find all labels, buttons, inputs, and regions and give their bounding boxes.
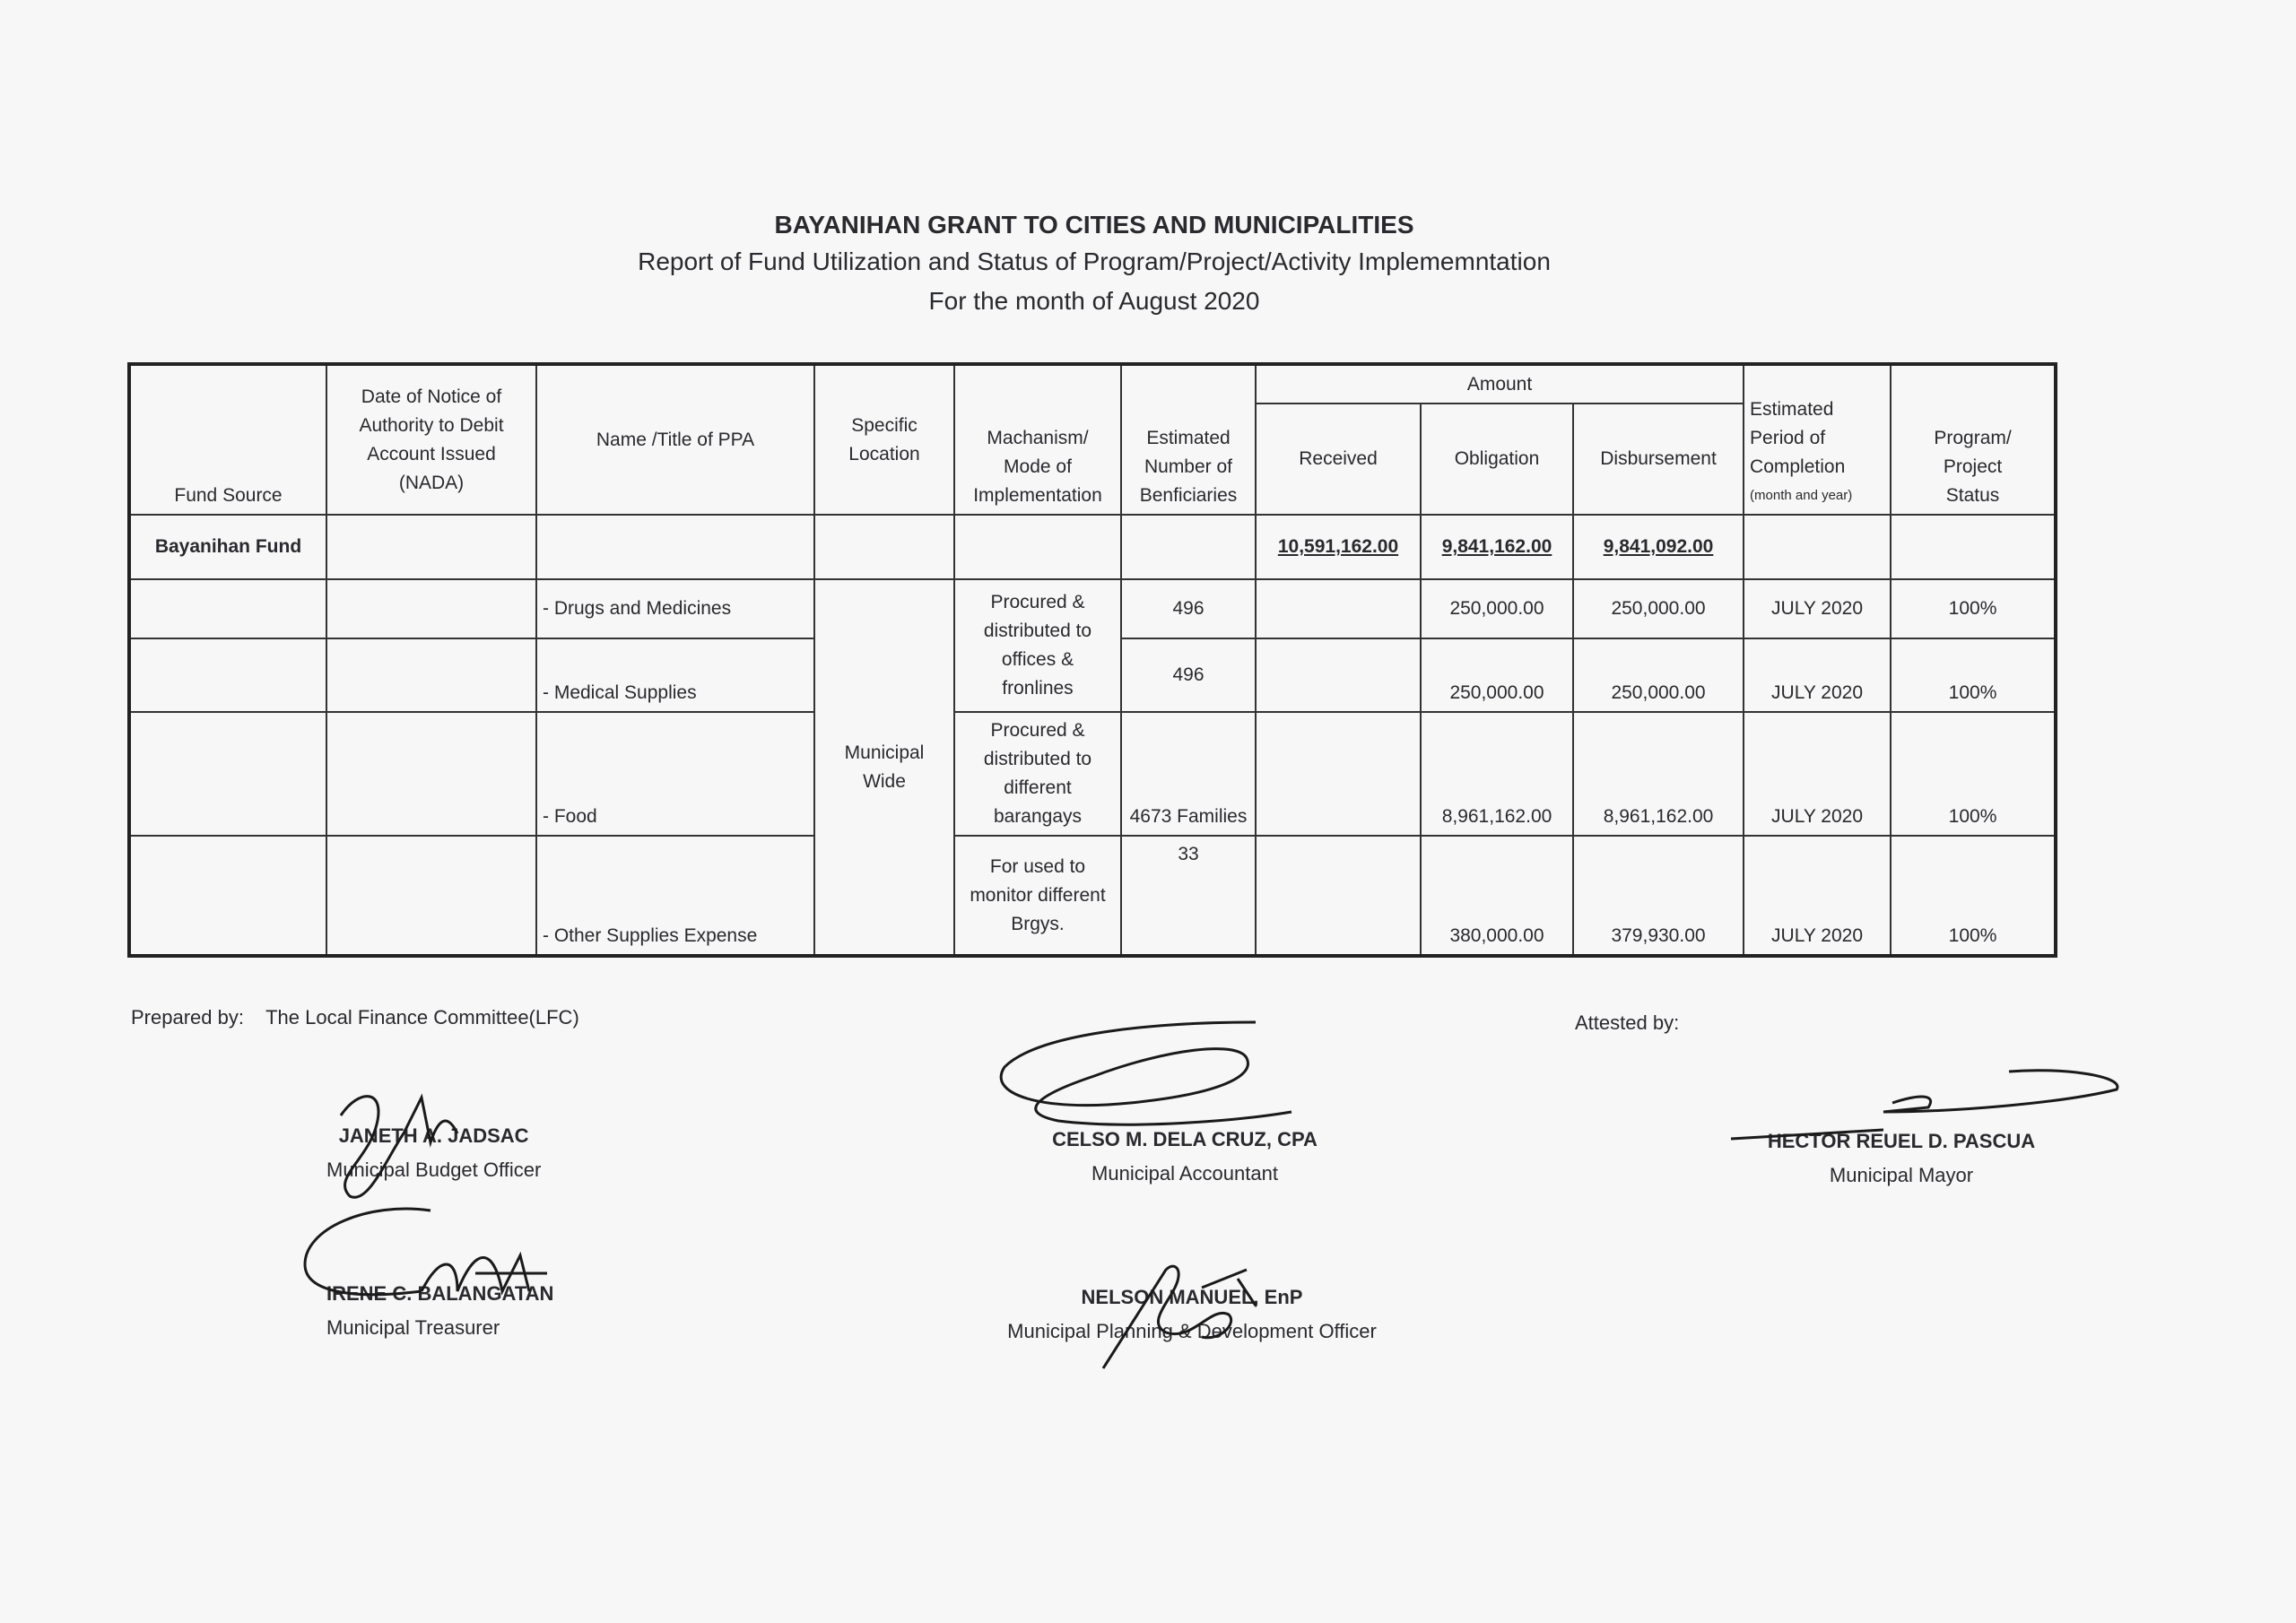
planning-officer-signatory: NELSON MANUEL, EnP Municipal Planning & Development Officer: [1007, 1286, 1377, 1342]
budget-officer-signatory: JANETH A. JADSAC Municipal Budget Officer: [326, 1124, 542, 1181]
signature-delacruz-icon: [987, 1013, 1309, 1139]
fund-source-cell: Bayanihan Fund: [129, 515, 326, 579]
prepared-by: Prepared by: The Local Finance Committee(LFC): [131, 1006, 579, 1028]
mechanism-cell: Procured & distributed to offices & fronlines: [954, 579, 1121, 712]
col-disbursement: Disbursement: [1573, 404, 1744, 515]
col-mechanism: Machanism/ Mode of Implementation: [954, 364, 1121, 515]
col-received: Received: [1256, 404, 1421, 515]
treasurer-signatory: IRENE C. BALANGATAN Municipal Treasurer: [326, 1282, 554, 1339]
report-subtitle: Report of Fund Utilization and Status of Program/Project/Activity Implememntation: [638, 247, 1551, 275]
table-row: - Medical Supplies 496 250,000.00 250,000.00 JULY 2020 100%: [129, 638, 2056, 712]
report-header: [0, 208, 2188, 321]
table-row: - Drugs and Medicines Municipal Wide Procured & distributed to offices & fronlines 496 250,000.00 250,000.00 JULY 2020 100%: [129, 579, 2056, 638]
signature-jadsac-icon: [323, 1080, 466, 1205]
report-period: For the month of August 2020: [928, 287, 1260, 315]
col-fund-source: Fund Source: [129, 364, 326, 515]
col-status: Program/ Project Status: [1891, 364, 2056, 515]
signature-balangatan-icon: [296, 1202, 556, 1309]
col-location: Specific Location: [814, 364, 954, 515]
col-date-notice: Date of Notice of Authority to Debit Account Issued (NADA): [326, 364, 536, 515]
table-row: - Other Supplies Expense For used to monitor different Brgys. 33 380,000.00 379,930.00 JULY 2020 100%: [129, 836, 2056, 956]
signature-manuel-icon: [1094, 1252, 1274, 1374]
signature-pascua-icon: [1722, 1058, 2135, 1148]
col-beneficiaries: Estimated Number of Benficiaries: [1121, 364, 1256, 515]
col-amount: Amount: [1256, 364, 1744, 404]
col-obligation: Obligation: [1421, 404, 1573, 515]
total-disbursement: 9,841,092.00: [1603, 536, 1714, 557]
accountant-signatory: CELSO M. DELA CRUZ, CPA Municipal Accountant: [1052, 1128, 1318, 1185]
fund-utilization-table: [127, 362, 2057, 958]
report-title: BAYANIHAN GRANT TO CITIES AND MUNICIPALITIES: [774, 211, 1414, 239]
table-row: [129, 515, 2056, 579]
attested-by: Attested by:: [1575, 1011, 1680, 1034]
col-completion: Estimated Period of Completion (month and year): [1744, 364, 1891, 515]
total-received: 10,591,162.00: [1277, 536, 1399, 557]
table-row: - Food Procured & distributed to different barangays 4673 Families 8,961,162.00 8,961,162.00 JULY 2020 100%: [129, 712, 2056, 836]
location-cell: Municipal Wide: [814, 579, 954, 956]
col-name-title: Name /Title of PPA: [536, 364, 814, 515]
total-obligation: 9,841,162.00: [1441, 536, 1552, 557]
mayor-signatory: HECTOR REUEL D. PASCUA Municipal Mayor: [1767, 1130, 2036, 1186]
